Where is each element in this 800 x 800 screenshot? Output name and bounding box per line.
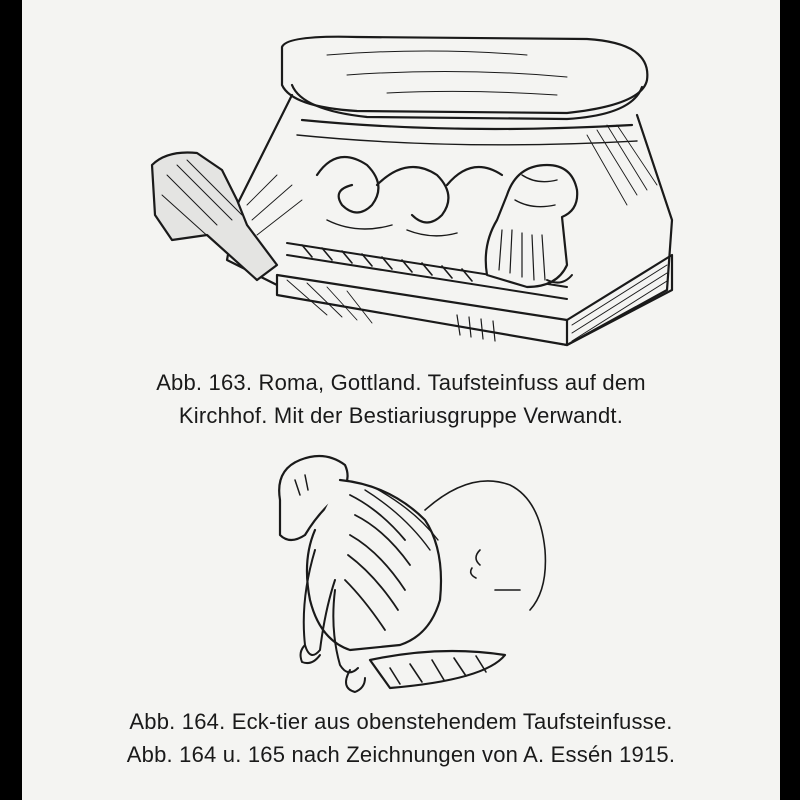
figure-163-font-base-drawing bbox=[127, 25, 687, 360]
caption-163-line-1: Abb. 163. Roma, Gottland. Taufsteinfuss auf dem bbox=[156, 370, 646, 395]
caption-164-line-1: Abb. 164. Eck-tier aus obenstehendem Taufsteinfusse. bbox=[129, 709, 673, 734]
caption-figure-163 bbox=[22, 366, 780, 432]
document-page bbox=[22, 0, 780, 800]
caption-figure-164 bbox=[22, 705, 780, 771]
caption-164-line-2: Abb. 164 u. 165 nach Zeichnungen von A. Essén 1915. bbox=[126, 742, 676, 767]
corner-animal-illustration bbox=[240, 440, 580, 710]
caption-163-line-2: Kirchhof. Mit der Bestiariusgruppe Verwandt. bbox=[178, 403, 624, 428]
font-base-illustration bbox=[127, 25, 687, 360]
figure-164-corner-animal-drawing bbox=[240, 440, 580, 710]
